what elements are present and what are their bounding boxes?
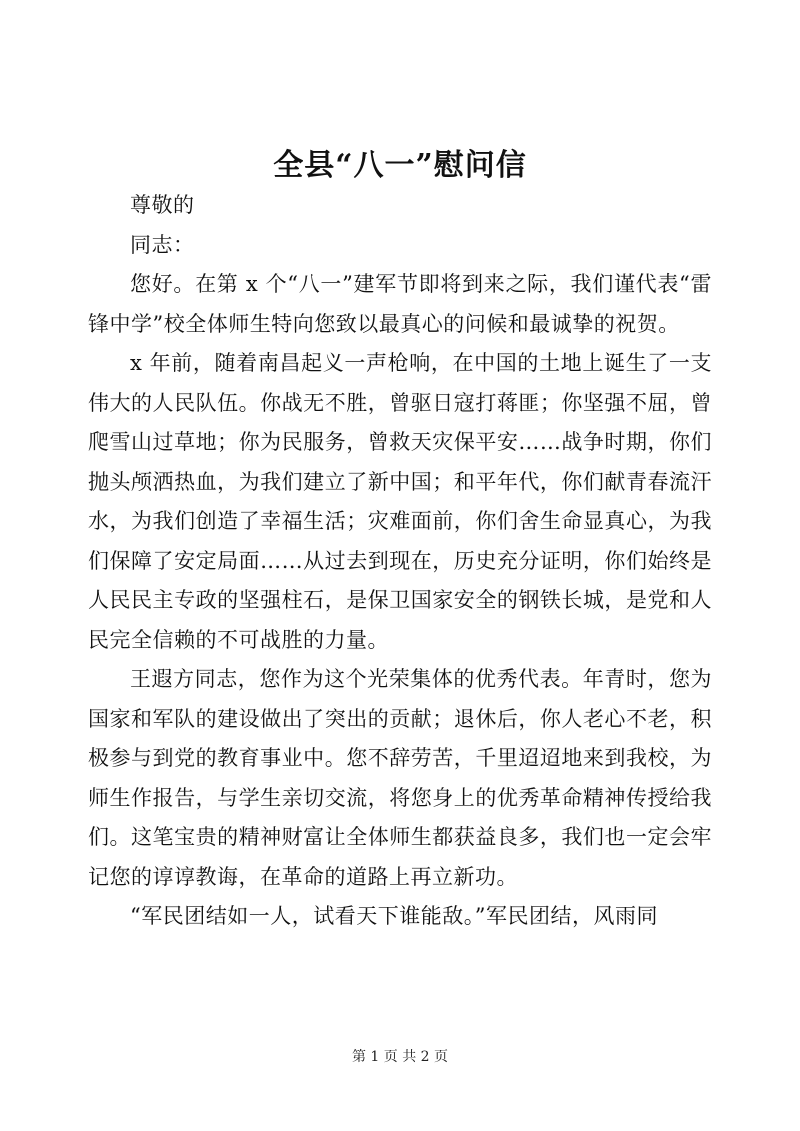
salutation-line: 同志： [130,232,195,257]
page-footer: 第 1 页 共 2 页 [351,1049,449,1065]
paragraph: “军民团结如一人，试看天下谁能敌。”军民团结，风雨同 [130,904,658,928]
paragraph: x 年前，随着南昌起义一声枪响，在中国的土地上诞生了一支伟大的人民队伍。你战无不胜，曾驱日寇打蒋匪；你坚强不屈，曾爬雪山过草地；你为民服务，曾救天灾保平安……战争时期，你们抛头颅洒热血，为我们建立了新中国；和平年代，你们献青春流汗水，为我们创造了幸福生活；灾难面前，你们舍生命显真心，为我们保障了安定局面……从过去到现在，历史充分证明，你们始终是人民民主专政的坚强柱石，是保卫国家安全的钢铁长城，是党和人民完全信赖的不可战胜的力量。 [88,351,712,652]
paragraph: 您好。在第 x 个“八一”建军节即将到来之际，我们谨代表“雷锋中学”校全体师生特向您致以最真心的问候和最诚挚的祝贺。 [88,272,712,336]
letter-title: 全县“八一”慰问信 [273,148,527,183]
paragraph: 王遐方同志，您作为这个光荣集体的优秀代表。年青时，您为国家和军队的建设做出了突出的贡献；退休后，你人老心不老，积极参与到党的教育事业中。您不辞劳苦，千里迢迢地来到我校，为师生作报告，与学生亲切交流，将您身上的优秀革命精神传授给我们。这笔宝贵的精神财富让全体师生都获益良多，我们也一定会牢记您的谆谆教诲，在革命的道路上再立新功。 [88,667,712,889]
salutation-line: 尊敬的 [130,193,195,217]
letter-body [88,186,712,937]
